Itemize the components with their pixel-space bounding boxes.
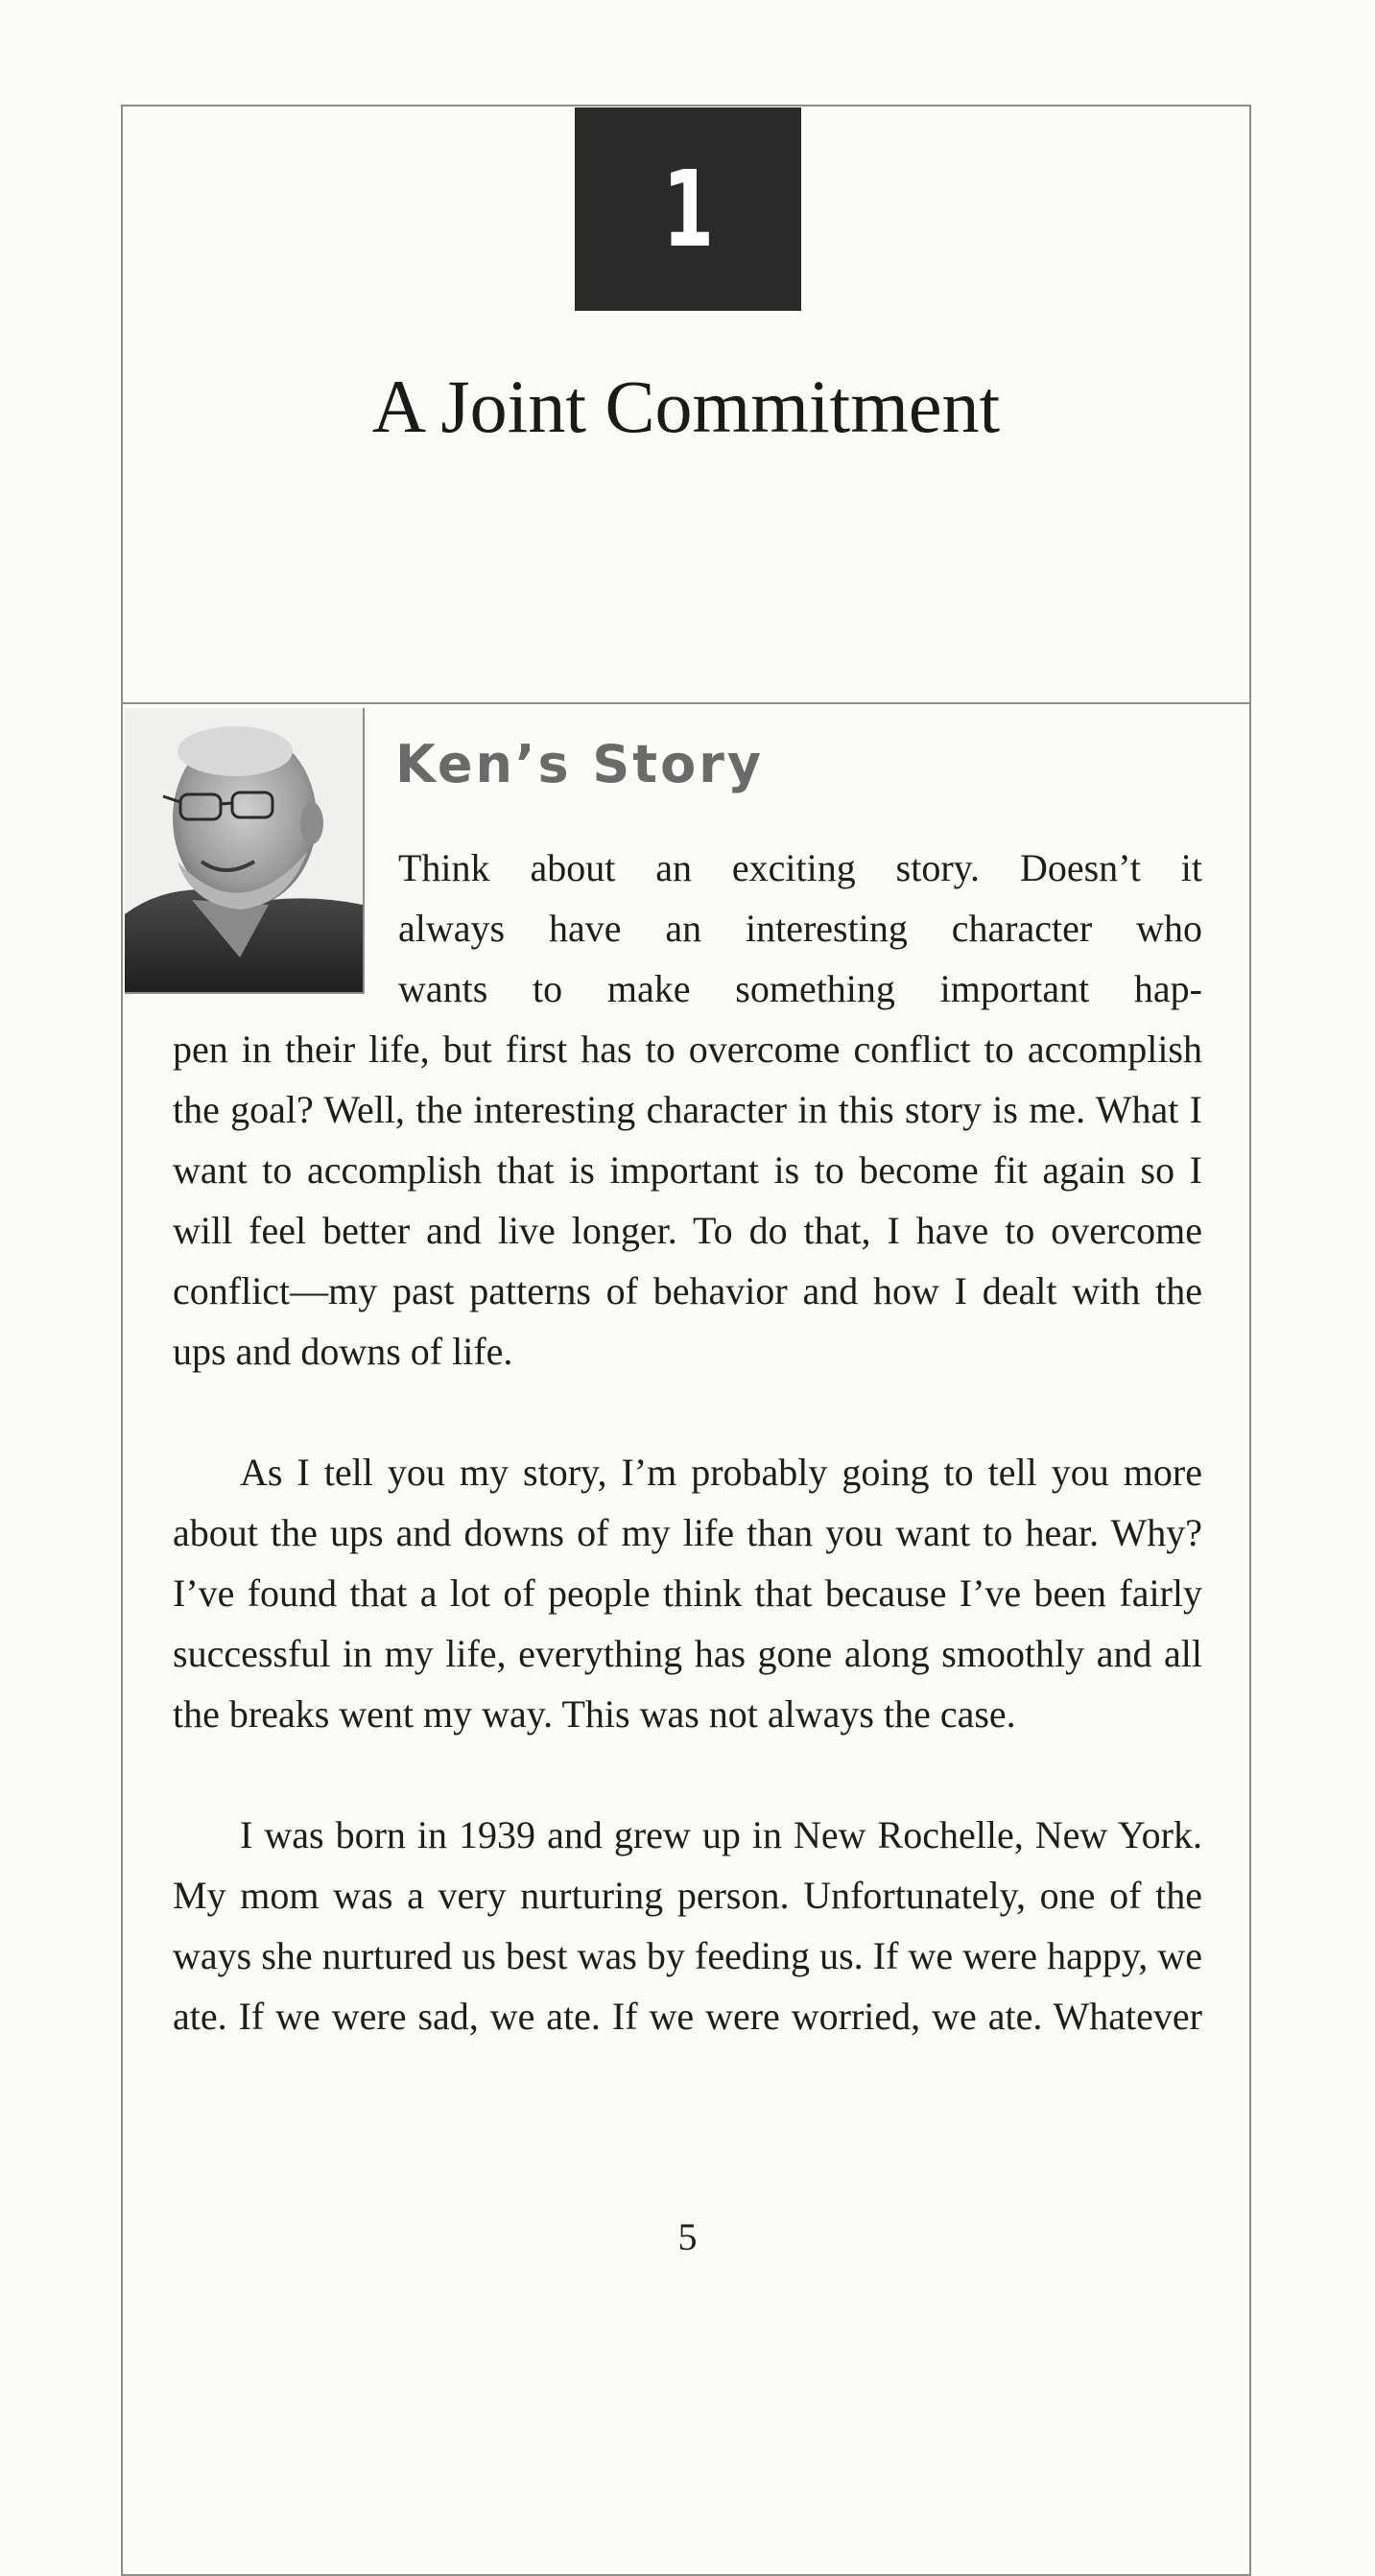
paragraph-2: As I tell you my story, I’m probably going to tell you more about the ups and downs of my life than you want to hear. Why? I’ve found that a lot of people think that because I’ve been fairly successful in my life, everything has gone along smoothly and all the breaks went my way. This was not always the case.: [173, 1451, 1202, 1736]
paragraph-3: I was born in 1939 and grew up in New Rochelle, New York. My mom was a very nurturing person. Unfortunately, one of the ways she nurtured us best was by feeding us. If we were happy, we ate. If we were sad, we ate. If we were worried, we ate. Whatever: [173, 1813, 1202, 2038]
body-line: Think about an exciting story. Doesn’t it: [398, 846, 1202, 889]
author-photo: [125, 708, 365, 994]
body-line: always have an interesting character who: [398, 907, 1202, 950]
chapter-title: A Joint Commitment: [371, 365, 1001, 448]
author-portrait-image: [125, 708, 363, 992]
body-line: wants to make something important hap-: [398, 967, 1202, 1010]
story-heading: Ken’s Story: [395, 734, 765, 794]
chapter-number: 1: [662, 148, 714, 271]
page-number: 5: [677, 2215, 698, 2258]
chapter-number-box: [575, 107, 801, 311]
paragraph-1-continued: pen in their life, but first has to overcome conflict to accomplish the goal? Well, the interesting character in this story is me. What I want to accomplish that is important is to become fit again so I will feel better and live longer. To do that, I have to overcome conflict—my past patterns of behavior and how I dealt with the ups and downs of life.: [173, 1028, 1202, 1373]
